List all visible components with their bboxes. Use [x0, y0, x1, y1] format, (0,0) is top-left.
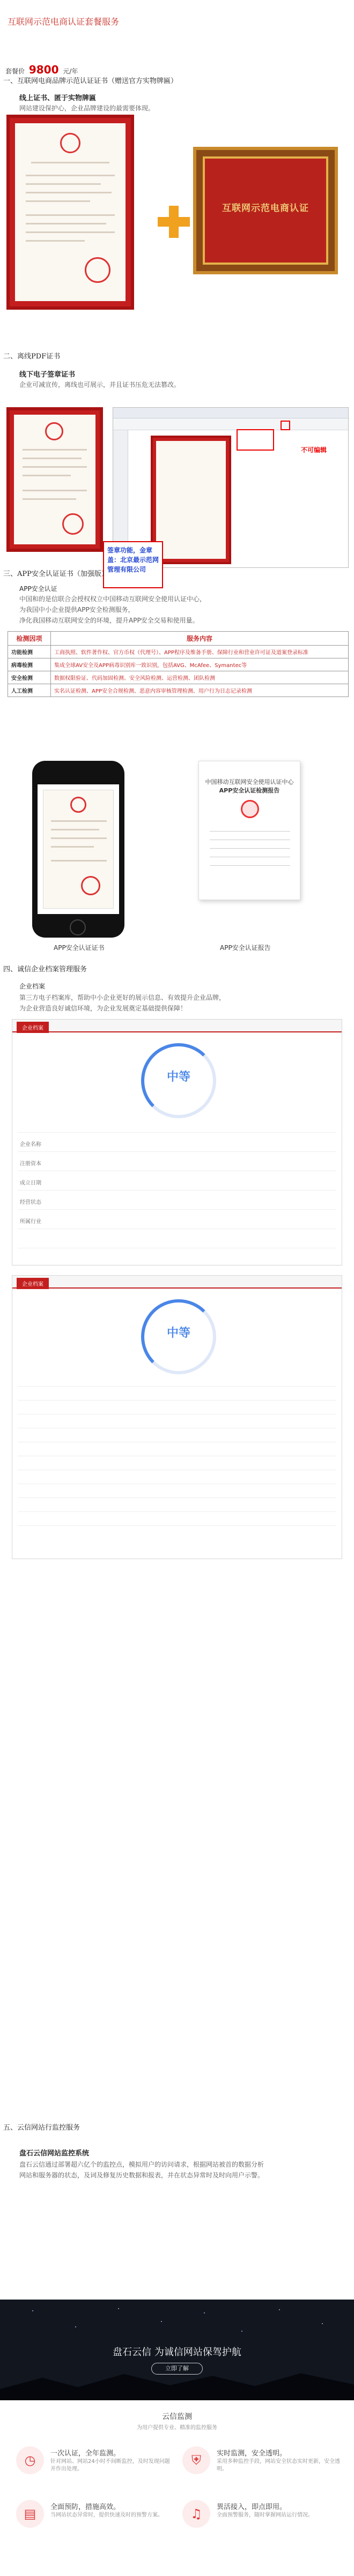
section2-subtitle: 线下电子签章证书 [19, 371, 76, 379]
price-value: 9800 [28, 63, 59, 76]
service-table [8, 631, 349, 697]
clock-icon: ◷ [16, 2446, 44, 2474]
stamp-icon [81, 876, 100, 895]
section5-subtitle: 盘石云信网站监控系统 [19, 2150, 90, 2158]
table-cell-value: 集成全球AV安全及APP病毒识别库一致识别，包括AVG、McAfee、Symantec等 [51, 658, 349, 671]
section1-desc: 网站建设保护心，企业品牌建设的最需要体现。 [19, 104, 155, 112]
banner-text: 盘石云信 为诚信网站保驾护航 [113, 2347, 241, 2358]
feature-desc: 当网站状态异常时，提供快速及时的预警方案。 [50, 2512, 163, 2518]
certificate-paper [15, 123, 126, 301]
signature-note-prefix: 签章功能， [107, 546, 140, 554]
table-cell-key: 病毒检测 [8, 658, 51, 671]
report-document [198, 761, 300, 900]
page-title: 互联网示范电商认证套餐服务 [8, 17, 120, 27]
section3-title: 三、APP安全认证证书（加强版） [3, 570, 108, 578]
price-unit: 元/年 [63, 68, 78, 75]
signature-note [103, 541, 163, 588]
section3-subtitle: APP安全认证 [19, 585, 57, 593]
phone-mockup [32, 761, 124, 938]
table-cell-value: 实名认证检测、APP安全合规检测、恶意内容审核管理检测、用户行为日志记录检测 [51, 684, 349, 697]
chart-icon: ▤ [16, 2500, 44, 2528]
feature-title: 实时监测，安全透明。 [217, 2450, 287, 2458]
info-label: 注册资本 [20, 1161, 41, 1167]
section4-desc-2: 为企业营造良好诚信环境，为企业发展奠定基础提供保障！ [19, 1005, 187, 1012]
signature-note-text: 金章盖：北京最示范网管理有限公司 [107, 546, 159, 573]
seal-icon [70, 797, 86, 813]
lock-highlight [281, 421, 290, 430]
certificate-image [6, 115, 134, 310]
pdf-certificate-paper [14, 415, 95, 544]
plaque-board [203, 156, 328, 265]
feature-item [182, 2443, 343, 2481]
score-label: 中等 [166, 1327, 190, 1340]
table-row [8, 671, 349, 684]
section4-desc-1: 第三方电子档案库，帮助中小企业更好的展示信息、有效提升企业品牌， [19, 994, 226, 1001]
score-label: 中等 [166, 1070, 190, 1084]
info-label: 经营状态 [20, 1200, 41, 1205]
section1-subtitle: 线上证书、匿于实物牌匾 [19, 94, 97, 102]
stamp-icon [62, 513, 84, 535]
table-header-item: 检测因项 [8, 632, 51, 646]
feature-desc: 全面预警服务，随时掌握网站运行情况。 [217, 2512, 313, 2518]
info-label: 成立日期 [20, 1180, 41, 1186]
report-seal-icon [241, 800, 259, 818]
table-cell-key: 安全检测 [8, 671, 51, 684]
feature-item [182, 2497, 343, 2534]
seal-icon [60, 133, 80, 153]
note-no-edit: 不可编辑 [301, 446, 327, 454]
table-cell-key: 功能检测 [8, 646, 51, 658]
tab-archive[interactable]: 企业档案 [17, 1278, 49, 1289]
section2-title: 二、离线PDF证书 [3, 353, 61, 361]
section3-desc-1: 中国和的是信联合会授权权立中国移动互联网安全使用认证中心， [19, 595, 206, 603]
features-subheading: 为用户提供专业、精准的监控服务 [137, 2425, 217, 2431]
archive-screenshot-2 [12, 1275, 342, 1559]
feature-title: 異活接入，即点即用。 [217, 2503, 287, 2511]
feature-desc: 针对网站、网站24小时不间断监控，及时发现问题并作出处理。 [50, 2459, 170, 2472]
bell-icon: ♫ [182, 2500, 210, 2528]
section4-subtitle: 企业档案 [19, 983, 46, 990]
plaque-text: 互联网示范电商认证 [222, 203, 309, 214]
section1-title: 一、互联网电商品牌示范认证证书（赠送官方实物牌匾） [3, 77, 178, 85]
section5-desc-2: 网站和服务器的状态，及词及修复历史数据和报表，并在状态异常时及时向用户示警。 [19, 2171, 264, 2179]
table-cell-key: 人工检测 [8, 684, 51, 697]
section5-desc-1: 盘石云信通过部署超六亿个的监控点，模拟用户的访问请求，根据网站被首的数据分析 [19, 2161, 264, 2168]
shield-icon: ⛨ [182, 2446, 210, 2474]
feature-desc: 采用多种监控手段，网站安全状态实时更新，安全透明。 [217, 2459, 340, 2472]
pdf-toolbar [113, 418, 348, 430]
pdf-title-bar [113, 408, 348, 418]
feature-title: 一次认证，全年监测。 [50, 2450, 121, 2458]
plus-icon [158, 206, 190, 238]
pdf-certificate-image [6, 407, 103, 552]
section3-desc-2: 为我国中小企业提供APP安全检测服务， [19, 606, 135, 613]
section3-desc-3: 净化我国移动互联网安全的环境，提升APP安全交易和使用量。 [19, 617, 199, 624]
table-header-content: 服务内容 [51, 632, 349, 646]
highlight-box [237, 429, 274, 451]
features-heading: 云信监测 [162, 2413, 192, 2421]
table-row [8, 646, 349, 658]
caption-left: APP安全认证证书 [54, 944, 105, 952]
price-label: 套餐价 [5, 68, 25, 75]
table-cell-value: 数据权限验证、代码加固检测、安全风险检测、运营检测、团队检测 [51, 671, 349, 684]
report-title-1: 中国移动互联网安全使用认证中心 [205, 778, 294, 785]
info-label: 所属行业 [20, 1219, 41, 1225]
section2-desc: 企业可减宣传，离线也可展示，并且证书压危无法篡改。 [19, 381, 181, 388]
stamp-icon [85, 257, 110, 283]
feature-title: 全面预防，措施高效。 [50, 2503, 121, 2511]
phone-screen [38, 784, 119, 914]
monitor-banner [0, 2300, 354, 2400]
section5-title: 五、云信网站行监控服务 [3, 2124, 80, 2132]
caption-right: APP安全认证报告 [220, 944, 271, 952]
learn-more-button[interactable]: 立即了解 [151, 2363, 203, 2375]
section4-title: 四、诚信企业档案管理服务 [3, 965, 87, 974]
seal-icon [45, 422, 63, 440]
price-row [5, 63, 78, 76]
archive-screenshot-1 [12, 1019, 342, 1265]
table-cell-value: 工商执照、软件著作权、官方币权（代理号）、APP程序及维备手册、保障行业和营业许可证及道案登录标准 [51, 646, 349, 658]
table-row [8, 658, 349, 671]
tab-archive[interactable]: 企业档案 [17, 1022, 49, 1033]
report-title-2: APP安全认证检测报告 [219, 787, 280, 794]
info-label: 企业名称 [20, 1142, 41, 1148]
table-row [8, 684, 349, 697]
feature-item [16, 2443, 177, 2481]
phone-home-button [70, 919, 86, 935]
feature-item [16, 2497, 177, 2534]
plaque-image [193, 147, 338, 274]
